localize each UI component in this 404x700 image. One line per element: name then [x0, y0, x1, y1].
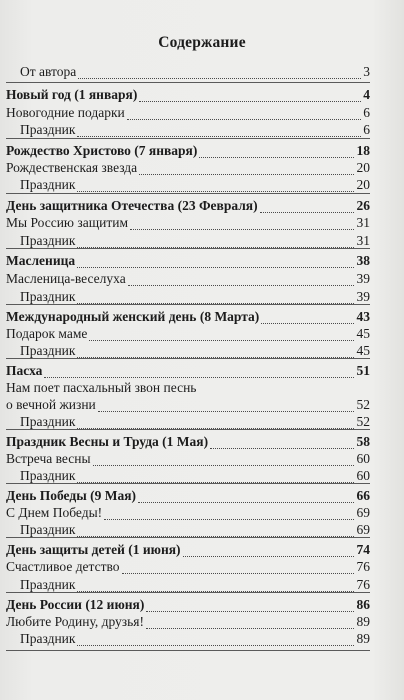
dot-leader [93, 465, 354, 466]
dot-leader [77, 136, 361, 137]
dot-leader [98, 411, 354, 412]
toc-entry-title: Новогодние подарки [6, 105, 125, 120]
toc-entry-page-number: 45 [356, 326, 370, 341]
toc-entry-title: Праздник [20, 468, 76, 483]
toc-entry-page-number: 89 [356, 614, 370, 629]
toc-entry[interactable] [6, 362, 370, 380]
toc-entry-title: День Победы (9 Мая) [6, 488, 137, 503]
toc-entry-page-number: 86 [356, 597, 370, 612]
toc-entry-title: Праздник [20, 177, 76, 192]
toc-entry[interactable] [6, 433, 370, 451]
toc-entry[interactable] [6, 630, 370, 648]
toc-entry-title: Праздник [20, 414, 76, 429]
dot-leader [210, 448, 354, 449]
toc-entry-page-number: 39 [356, 271, 370, 286]
toc-entry-page-number: 76 [356, 577, 370, 592]
dot-leader [183, 556, 354, 557]
toc-entry-page-number: 18 [356, 143, 370, 158]
toc-entry-title: День России (12 июня) [6, 597, 145, 612]
toc-entry-title: Масленица [6, 253, 76, 268]
toc-entry[interactable] [6, 558, 370, 576]
toc-entry-page-number: 39 [356, 289, 370, 304]
toc-entry[interactable] [6, 288, 370, 306]
toc-entry-page-number: 6 [363, 105, 370, 120]
dot-leader [139, 174, 354, 175]
toc-entry-title: Праздник Весны и Труда (1 Мая) [6, 434, 209, 449]
toc-entry-page-number: 31 [356, 215, 370, 230]
toc-entry[interactable] [6, 413, 370, 431]
toc-entry[interactable] [6, 596, 370, 614]
toc-entry[interactable] [6, 142, 370, 160]
toc-entry-title: Праздник [20, 631, 76, 646]
dot-leader [199, 157, 354, 158]
toc-entry[interactable] [6, 487, 370, 505]
toc-entry-page-number: 52 [356, 397, 370, 412]
dot-leader [127, 119, 361, 120]
dot-leader [77, 247, 354, 248]
toc-entry-title: Праздник [20, 289, 76, 304]
toc-entry-title: Любите Родину, друзья! [6, 614, 144, 629]
toc-entry-title: Новый год (1 января) [6, 87, 138, 102]
toc-entry-title: Рождественская звезда [6, 160, 138, 175]
dot-leader [77, 428, 354, 429]
toc-entry-title: Счастливое детство [6, 559, 120, 574]
toc-entry-title: От автора [20, 64, 77, 79]
toc-entry-page-number: 4 [363, 87, 370, 102]
toc-entry[interactable] [6, 342, 370, 360]
toc-entry[interactable] [6, 232, 370, 250]
toc-entry-title: Праздник [20, 233, 76, 248]
page-title: Содержание [158, 34, 246, 51]
toc-entry-page-number: 52 [356, 414, 370, 429]
toc-entry[interactable] [6, 252, 370, 270]
toc-entry-page-number: 74 [356, 542, 370, 557]
toc-entry-page-number: 26 [356, 198, 370, 213]
toc-entry-title: Праздник [20, 577, 76, 592]
toc-entry-page-number: 51 [356, 363, 370, 378]
toc-entry-title: День защитника Отечества (23 Февраля) [6, 198, 258, 213]
toc-entry-page-number: 20 [356, 177, 370, 192]
toc-entry[interactable] [6, 450, 370, 468]
toc-entry[interactable] [6, 121, 370, 139]
section-divider [6, 650, 370, 651]
toc-entry-page-number: 60 [356, 451, 370, 466]
toc-entry[interactable] [6, 86, 370, 104]
toc-entry-title: Масленица-веселуха [6, 271, 126, 286]
toc-entry[interactable] [6, 63, 370, 81]
dot-leader [146, 611, 354, 612]
toc-entry-page-number: 76 [356, 559, 370, 574]
toc-entry-page-number: 31 [356, 233, 370, 248]
toc-entry-title: Праздник [20, 522, 76, 537]
toc-entry[interactable] [6, 214, 370, 232]
toc-entry[interactable] [6, 379, 370, 397]
dot-leader [78, 78, 361, 79]
toc-entry-title: Международный женский день (8 Марта) [6, 309, 260, 324]
toc-entry-page-number: 20 [356, 160, 370, 175]
toc-entry-title: Рождество Христово (7 января) [6, 143, 198, 158]
toc-entry-page-number: 60 [356, 468, 370, 483]
toc-entry-page-number: 38 [356, 253, 370, 268]
dot-leader [77, 645, 354, 646]
toc-entry-title: Праздник [20, 343, 76, 358]
dot-leader [77, 191, 354, 192]
dot-leader [44, 377, 354, 378]
dot-leader [146, 628, 354, 629]
toc-entry[interactable] [6, 521, 370, 539]
toc-entry-title: Праздник [20, 122, 76, 137]
toc-entry-page-number: 45 [356, 343, 370, 358]
toc-entry[interactable] [6, 159, 370, 177]
toc-entry[interactable] [6, 613, 370, 631]
toc-entry-page-number: 43 [356, 309, 370, 324]
dot-leader [261, 323, 354, 324]
dot-leader [104, 519, 354, 520]
toc-entry[interactable] [6, 176, 370, 194]
toc-entry[interactable] [6, 467, 370, 485]
dot-leader [77, 357, 354, 358]
toc-entry[interactable] [6, 197, 370, 215]
dot-leader [77, 536, 354, 537]
toc-entry[interactable] [6, 504, 370, 522]
dot-leader [77, 303, 354, 304]
toc-entry-title: Мы Россию защитим [6, 215, 128, 230]
dot-leader [139, 101, 361, 102]
toc-entry-title: Пасха [6, 363, 43, 378]
toc-entry-page-number: 66 [356, 488, 370, 503]
dot-leader [260, 212, 354, 213]
dot-leader [77, 267, 354, 268]
toc-entry-title: о вечной жизни [6, 397, 96, 412]
toc-entry-title: Встреча весны [6, 451, 91, 466]
dot-leader [89, 340, 354, 341]
toc-entry-title: Нам поет пасхальный звон песнь [6, 380, 197, 395]
dot-leader [122, 573, 354, 574]
dot-leader [77, 591, 354, 592]
toc-entry[interactable] [6, 325, 370, 343]
dot-leader [77, 482, 354, 483]
section-divider [6, 82, 370, 83]
toc-entry-title: День защиты детей (1 июня) [6, 542, 181, 557]
toc-entry-page-number: 89 [356, 631, 370, 646]
dot-leader [128, 285, 354, 286]
toc-entry-page-number: 58 [356, 434, 370, 449]
toc-entry-title: С Днем Победы! [6, 505, 103, 520]
dot-leader [138, 502, 354, 503]
toc-entry[interactable] [6, 104, 370, 122]
toc-entry-page-number: 69 [356, 505, 370, 520]
toc-entry[interactable] [6, 308, 370, 326]
toc-entry-title: Подарок маме [6, 326, 88, 341]
toc-entry-page-number: 3 [363, 64, 370, 79]
dot-leader [130, 229, 354, 230]
toc-entry-page-number: 6 [363, 122, 370, 137]
toc-entry[interactable] [6, 541, 370, 559]
toc-entry[interactable] [6, 270, 370, 288]
toc-entry[interactable] [6, 396, 370, 414]
toc-entry[interactable] [6, 576, 370, 594]
toc-entry-page-number: 69 [356, 522, 370, 537]
